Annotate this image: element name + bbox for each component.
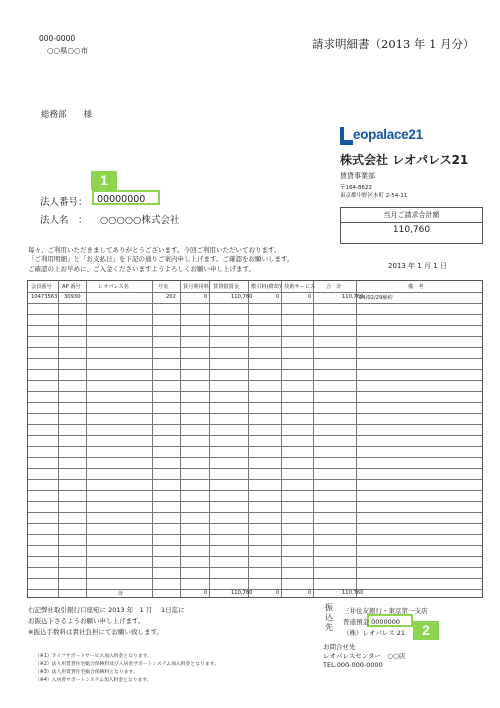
logo-text: eopalace21 bbox=[353, 127, 423, 142]
footnote-1: （※1）ライフサポートサービス加入料金となります。 bbox=[35, 654, 152, 659]
greeting-line-3: ご確認の上お早めに、ご入金くださいますようよろしくお願い申し上げます。 bbox=[28, 265, 255, 273]
leopalace-logo bbox=[340, 127, 480, 147]
th-monthly-fee: 賃月利用料 bbox=[183, 284, 209, 290]
table-row-line bbox=[28, 413, 482, 414]
table-row-line bbox=[28, 523, 482, 524]
corp-number-value: 00000000 bbox=[97, 194, 146, 205]
table-row-line bbox=[28, 501, 482, 502]
table-row-line bbox=[28, 457, 482, 458]
table-row-line bbox=[28, 391, 482, 392]
table-row-line bbox=[28, 479, 482, 480]
table-row-line bbox=[28, 292, 482, 293]
callout-badge-1: 1 bbox=[91, 171, 117, 190]
table-row-line bbox=[28, 336, 482, 337]
contact-name: レオパレスセンター ○○店 bbox=[323, 652, 406, 660]
logo-l-icon bbox=[340, 127, 353, 145]
table-row-line bbox=[28, 303, 482, 304]
th-tech-service: 技術サービス bbox=[284, 284, 316, 290]
callout-badge-2: 2 bbox=[413, 621, 439, 640]
payee-name: （株）レオパレス 21 bbox=[343, 629, 406, 637]
total-tech-service: 0 bbox=[308, 590, 312, 596]
billing-detail-table bbox=[27, 280, 483, 598]
th-rent: 賃貸借賃金 bbox=[213, 284, 239, 290]
table-row-remarks: 24/02/29解約 bbox=[359, 295, 393, 301]
corp-number-label: 法人番号： bbox=[40, 197, 88, 208]
th-remarks: 備 考 bbox=[408, 284, 424, 290]
bank-name: 三井住友銀行・東京第一支店 bbox=[343, 607, 428, 615]
th-member-no: 会員番号 bbox=[31, 284, 52, 290]
total-monthly-fee: 0 bbox=[204, 590, 208, 596]
greeting-line-2: 「ご利用明細」と「お支払日」を下記の通りご案内申し上げます。ご確認をお願いします。 bbox=[28, 255, 294, 263]
table-row-line bbox=[28, 490, 482, 491]
table-row-line bbox=[28, 534, 482, 535]
footnote-3: （※3）法人用賃貸住宅総合保険料となります。 bbox=[35, 670, 138, 675]
table-row-line bbox=[28, 380, 482, 381]
table-row-line bbox=[28, 545, 482, 546]
billing-total-value: 110,760 bbox=[392, 225, 431, 235]
table-row-member-no: 10473563 bbox=[31, 294, 58, 300]
table-row-line bbox=[28, 446, 482, 447]
table-row-line bbox=[28, 589, 482, 590]
table-row-line bbox=[28, 325, 482, 326]
total-grand: 110,760 bbox=[342, 590, 364, 596]
company-address: 東京都中野区本町 2-54-11 bbox=[340, 193, 408, 199]
total-rent: 110,760 bbox=[231, 590, 253, 596]
payment-note-1: 右記弊社取引銀行口座宛に 2013 年 1 月 1日迄に bbox=[28, 606, 185, 614]
th-ap-no: AP 番号 bbox=[62, 284, 81, 290]
contact-phone: TEL.000-000-0000 bbox=[323, 661, 383, 669]
th-deposit: 敷引料(償却) bbox=[251, 284, 281, 290]
document-title: 請求明細書（2013 年 1 月分） bbox=[312, 37, 475, 51]
billing-total-box bbox=[340, 207, 483, 244]
company-department: 賃貸事業部 bbox=[340, 172, 375, 180]
table-row-line bbox=[28, 369, 482, 370]
footnote-4: （※4）入居者サポートシステム加入料金となります。 bbox=[35, 678, 152, 683]
table-row-deposit: 0 bbox=[276, 294, 280, 300]
table-row-line bbox=[28, 402, 482, 403]
table-row-tech-service: 0 bbox=[308, 294, 312, 300]
table-row-line bbox=[28, 468, 482, 469]
payment-note-3: ※振込手数料は貴社負担にてお願い致します。 bbox=[28, 628, 163, 636]
table-row-line bbox=[28, 424, 482, 425]
greeting-line-1: 毎々、ご利用いただきましてありがとうございます。今回ご利用いただいております。 bbox=[28, 246, 281, 254]
contact-label: お問合せ先 bbox=[323, 643, 356, 651]
corp-name-value: ○○○○○株式会社 bbox=[100, 215, 180, 226]
addressee: 総務部 様 bbox=[41, 110, 93, 120]
recipient-postal-code: 000-0000 bbox=[39, 34, 76, 43]
table-row-line bbox=[28, 512, 482, 513]
payment-note-2: お振込下さるようお願い申し上げます。 bbox=[28, 617, 145, 625]
issue-date: 2013 年 1 月 1 日 bbox=[388, 262, 447, 270]
footnote-2: （※2）法人用賃貸住宅総合保険料及び入居者サポートシステム加入料金となります。 bbox=[35, 662, 219, 667]
table-row-line bbox=[28, 314, 482, 315]
billing-total-label: 当月ご請求合計額 bbox=[341, 208, 482, 223]
table-row-room: 202 bbox=[166, 294, 176, 300]
total-row-label: 計 bbox=[118, 591, 124, 597]
total-deposit: 0 bbox=[276, 590, 280, 596]
th-total: 合 計 bbox=[326, 284, 342, 290]
table-row-total: 110,760 bbox=[342, 294, 364, 300]
table-row-line bbox=[28, 358, 482, 359]
recipient-address: ○○県○○市 bbox=[47, 46, 89, 55]
table-row-ap-no: 30930 bbox=[64, 294, 81, 300]
transfer-destination-label: 振込先 bbox=[325, 603, 333, 632]
table-row-monthly-fee: 0 bbox=[204, 294, 208, 300]
bank-account: 普通預金 0000000 bbox=[343, 618, 401, 626]
company-postal-code: 〒164-8622 bbox=[340, 185, 372, 191]
company-name: 株式会社 レオパレス21 bbox=[340, 153, 469, 167]
table-row-rent: 110,760 bbox=[231, 294, 253, 300]
table-row-line bbox=[28, 556, 482, 557]
th-leopalace-name: レオパレス名 bbox=[98, 284, 129, 290]
table-row-line bbox=[28, 347, 482, 348]
th-room: 号室 bbox=[158, 284, 169, 290]
table-row-line bbox=[28, 578, 482, 579]
table-row-line bbox=[28, 435, 482, 436]
corp-name-label: 法人名 ： bbox=[40, 215, 88, 226]
table-row-line bbox=[28, 567, 482, 568]
